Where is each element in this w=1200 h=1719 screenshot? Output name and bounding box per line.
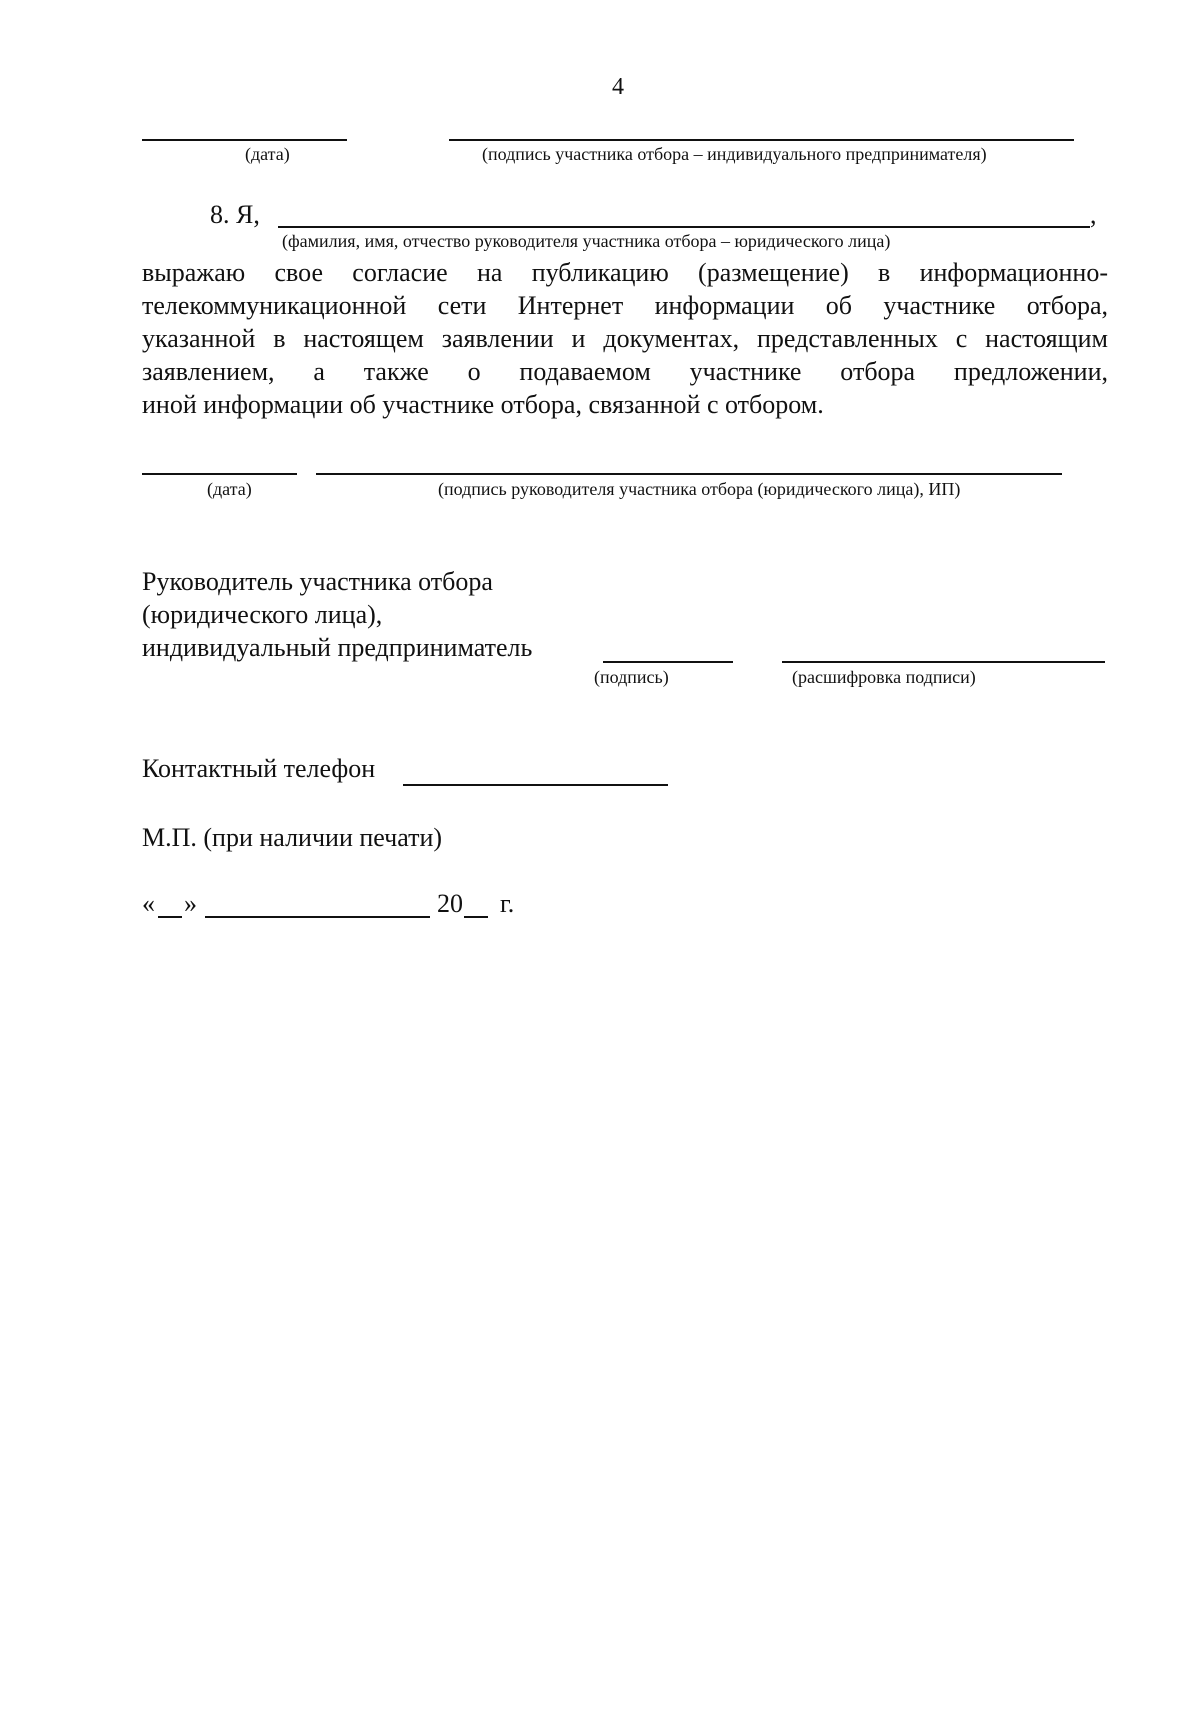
date-caption-1: (дата) xyxy=(245,144,290,164)
stamp-label: М.П. (при наличии печати) xyxy=(142,823,443,852)
date-close-quote: » xyxy=(184,889,197,918)
date-year-suffix: г. xyxy=(500,889,515,918)
page-number: 4 xyxy=(612,74,624,100)
date-line-1[interactable] xyxy=(142,139,347,141)
consent-line-2: телекоммуникационной сети Интернет информации об участнике отбора, xyxy=(142,291,1108,320)
head-decoding-line[interactable] xyxy=(782,661,1105,663)
date-year-line[interactable] xyxy=(464,916,488,918)
name-caption: (фамилия, имя, отчество руководителя участника отбора – юридического лица) xyxy=(282,231,891,251)
head-decoding-caption: (расшифровка подписи) xyxy=(792,667,976,687)
head-title-line-3: индивидуальный предприниматель xyxy=(142,633,533,662)
name-line[interactable] xyxy=(278,226,1090,228)
contact-phone-label: Контактный телефон xyxy=(142,754,376,783)
signature-line-2[interactable] xyxy=(316,473,1062,475)
consent-line-3: указанной в настоящем заявлении и документах, представленных с настоящим xyxy=(142,324,1108,353)
section-8-label: 8. Я, xyxy=(210,200,260,229)
consent-paragraph xyxy=(142,256,1108,421)
signature-line-1[interactable] xyxy=(449,139,1074,141)
consent-line-4: заявлением, а также о подаваемом участнике отбора предложении, xyxy=(142,357,1108,386)
name-line-comma: , xyxy=(1090,200,1097,229)
contact-phone-line[interactable] xyxy=(403,784,668,786)
signature-caption-1: (подпись участника отбора – индивидуального предпринимателя) xyxy=(482,144,987,164)
date-year-prefix: 20 xyxy=(437,889,463,918)
date-month-line[interactable] xyxy=(205,916,430,918)
consent-line-1: выражаю свое согласие на публикацию (размещение) в информационно- xyxy=(142,258,1108,287)
head-signature-line[interactable] xyxy=(603,661,733,663)
head-title-line-1: Руководитель участника отбора xyxy=(142,567,493,596)
date-open-quote: « xyxy=(142,889,155,918)
date-line-2[interactable] xyxy=(142,473,297,475)
consent-line-5: иной информации об участнике отбора, связанной с отбором. xyxy=(142,390,824,419)
signature-caption-2: (подпись руководителя участника отбора (юридического лица), ИП) xyxy=(438,479,961,499)
date-caption-2: (дата) xyxy=(207,479,252,499)
head-signature-caption: (подпись) xyxy=(594,667,669,687)
head-title-line-2: (юридического лица), xyxy=(142,600,383,629)
date-day-line[interactable] xyxy=(158,916,182,918)
